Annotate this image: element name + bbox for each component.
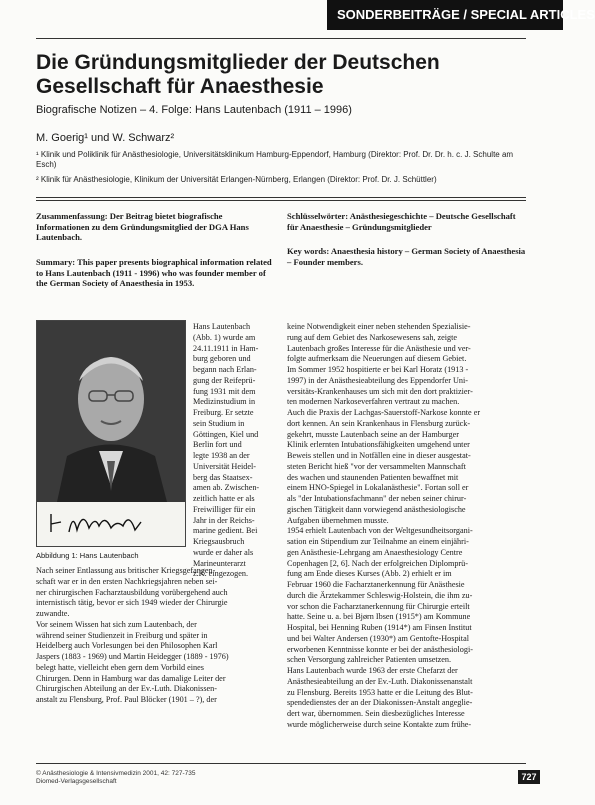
narrow-column-line: Göttingen, Kiel und <box>193 429 259 439</box>
right-column-line: Lautenbach großes Interesse für die Anästhesie und ver- <box>287 343 471 353</box>
narrow-column-line: fung 1931 mit dem <box>193 386 256 396</box>
narrow-column-line: Marineunterarzt <box>193 558 246 568</box>
right-column-line: Copenhagen [2, 6]. Nach der erfolgreichen Diplomprü- <box>287 558 468 568</box>
affiliation-1: ¹ Klinik und Poliklinik für Anästhesiologie, Universitätsklinikum Hamburg-Eppendorf, Hamburg (Direktor: Prof. Dr. Dr. h. c. J. Schulte am Esch) <box>36 150 514 169</box>
narrow-column-line: legte 1938 an der <box>193 451 250 460</box>
right-column-line: 1954 erhielt Lautenbach von der Weltgesundheitsorgani- <box>287 526 473 536</box>
narrow-column-line: marine gedient. Bei <box>193 526 258 536</box>
narrow-column-line: zeitlich hatte er als <box>193 494 255 503</box>
right-column-line: und bei Walter Andersen (1930*) am Gentofte-Hospital <box>287 633 469 643</box>
left-column-line: Jaspers (1883 - 1969) und Martin Heidegger (1889 - 1976) <box>36 652 229 661</box>
left-column-line: Chirurgen. Denn in Hamburg war das damalige Leiter der <box>36 673 226 683</box>
left-column-line: Nach seiner Entlassung aus britischer Kriegsgefangen- <box>36 566 216 575</box>
right-column-line: Anästhesieabteilung an der Ev.-Luth. Diakonissenanstalt <box>287 676 473 686</box>
right-column-line: sation ein Stipendium zur Teilnahme an einem einjähri- <box>287 537 469 546</box>
right-column-line: rung auf dem Gebiet des Narkosewesens sah, zeigte <box>287 332 458 342</box>
body-column-left-narrow <box>193 322 275 580</box>
left-column-line: internistisch tätig, bevor er sich 1949 wieder der Chirurgie <box>36 598 228 608</box>
right-column-line: zu Flensburg. Bereits 1953 hatte er die Leitung des Blut- <box>287 687 473 697</box>
schluesselwoerter: Schlüsselwörter: Anästhesiegeschichte – Deutsche Gesellschaft für Anaesthesie – Gründungsmitglieder <box>287 211 516 232</box>
footer-citation <box>36 770 195 786</box>
body-column-left <box>36 566 275 706</box>
right-column-line: Hans Lautenbach wurde 1963 der erste Chefarzt der <box>287 666 458 675</box>
section-banner: SONDERBEITRÄGE / SPECIAL ARTICLES <box>327 0 563 30</box>
narrow-column-line: wurde er daher als <box>193 547 254 557</box>
zusammenfassung: Zusammenfassung: Der Beitrag bietet biografische Informationen zu dem Gründungsmitglied der DGA Hans Lautenbach. <box>36 211 249 243</box>
right-column-line: erworbenen Kenntnisse konnte er bei der anästhesiologi- <box>287 644 473 654</box>
left-column-line: ner chirurgischen Facharztausbildung vorübergehend auch <box>36 587 228 597</box>
right-column-line: gekehrt, musste Lautenbach seine an der Hamburger <box>287 429 459 439</box>
narrow-column-line: Freiwilliger für ein <box>193 504 256 514</box>
narrow-column-line: Jahr in der Reichs- <box>193 515 255 525</box>
right-column-line: einem HNO-Spiegel in Lokalanästhesie". Fortan soll er <box>287 483 469 493</box>
left-column-line: Heidelberg auch Vorlesungen bei den Philosophen Karl <box>36 641 218 651</box>
narrow-column-line: Freiburg. Er setzte <box>193 408 254 417</box>
right-column-line: schen Versorgung zahlreicher Patienten umsetzen. <box>287 655 452 665</box>
abstract-top-rule <box>36 197 526 198</box>
narrow-column-line: Berlin fort und <box>193 440 242 450</box>
right-column-line: Auch die Praxis der Lachgas-Sauerstoff-Narkose konnte er <box>287 408 481 417</box>
narrow-column-line: Medizinstudium in <box>193 397 256 407</box>
page-number: 727 <box>518 770 540 784</box>
body-column-right <box>287 322 526 731</box>
right-column-line: hatte. Seine u. a. bei Bjørn Ibsen (1915*) am Kommune <box>287 612 471 622</box>
portrait-illustration <box>37 321 185 502</box>
footer-line-2: Diomed-Verlagsgesellschaft <box>36 778 117 785</box>
narrow-column-line: gung der Reifeprü- <box>193 375 256 385</box>
right-column-line: spendedienstes der an der Diakonissen-Anstalt angeglie- <box>287 698 473 708</box>
article-title: Die Gründungsmitglieder der Deutschen Gesellschaft für Anaesthesie <box>36 51 440 98</box>
right-column-line: Klinik erlernten Intubationsfähigkeiten umgehend unter <box>287 440 470 450</box>
right-column-line: Hospital, bei Henning Ruben (1914*) am Finsen Institut <box>287 623 472 632</box>
left-column-line: zuwandte. <box>36 609 70 618</box>
narrow-column-line: berg das Staatsex- <box>193 472 253 482</box>
narrow-column-line: burg geboren und <box>193 354 251 364</box>
left-column-line: anstalt zu Flensburg, Prof. Paul Blöcker (1901 – ?), der <box>36 695 217 704</box>
right-column-line: wurde möglicherweise durch seine Kontakte zum frühe- <box>287 719 472 729</box>
article-subtitle: Biografische Notizen – 4. Folge: Hans Lautenbach (1911 – 1996) <box>36 104 352 116</box>
right-column-line: gen Anästhesie-Lehrgang am Anaesthesiology Centre <box>287 547 463 557</box>
right-column-line: Aufgaben übernehmen musste. <box>287 515 389 525</box>
right-column-line: ten modernen Narkoseverfahren vertraut zu machen. <box>287 397 460 407</box>
right-column-line: durch die Ärztekammer Schleswig-Holstein, die ihm zu- <box>287 590 473 600</box>
footer-rule <box>36 763 526 764</box>
right-column-line: Im Sommer 1952 hospitierte er bei Karl Horatz (1913 - <box>287 365 469 374</box>
right-column-line: als "der Intubationsfachmann" der neben seiner chirur- <box>287 494 467 503</box>
footer-line-1: © Anästhesiologie & Intensivmedizin 2001, 42: 727-735 <box>36 770 196 777</box>
left-column-line: schaft war er in den ersten Nachkriegsjahren neben sei- <box>36 576 218 586</box>
narrow-column-line: Universität Heidel- <box>193 461 256 471</box>
left-column-line: belegt hatte, vielleicht eben gern dem Vorbild eines <box>36 662 204 672</box>
narrow-column-line: Hans Lautenbach <box>193 322 251 331</box>
portrait-photo <box>36 320 186 547</box>
right-column-line: steten Bericht hieß "vor der versammelten Mannschaft <box>287 461 466 471</box>
affiliation-2: ² Klinik für Anästhesiologie, Klinikum der Universität Erlangen-Nürnberg, Erlangen (Direktor: Prof. Dr. J. Schüttler) <box>36 175 437 184</box>
narrow-column-line: sein Studium in <box>193 418 245 428</box>
header-rule <box>36 38 526 39</box>
right-column-line: gischen Tätigkeit dann vorwiegend anästhesiologische <box>287 504 466 514</box>
right-column-line: des wachen und staunenden Patienten bewaffnet mit <box>287 472 459 482</box>
right-column-line: 1997) in der Anästhesieabteilung des Eppendorfer Uni- <box>287 375 468 385</box>
narrow-column-line: 24.11.1911 in Ham- <box>193 343 259 353</box>
narrow-column-line: Kriegsausbruch <box>193 537 245 546</box>
right-column-line: versitäts-Krankenhauses um sich mit den dort praktizier- <box>287 386 473 396</box>
right-column-line: folgte aufmerksam die Neuerungen auf diesem Gebiet. <box>287 354 467 364</box>
narrow-column-line: z.K. eingezogen. <box>193 569 249 579</box>
left-column-line: Chirurgischen Abteilung an der Ev.-Luth. Diakonissen- <box>36 684 217 694</box>
left-column-line: Vor seinem Wissen hat sich zum Lautenbach, der <box>36 619 197 629</box>
right-column-line: Beweis stellen und in Notfällen eine in dieser ausgestat- <box>287 451 471 460</box>
right-column-line: dert war, übernommen. Sein diesbezügliches Interesse <box>287 709 465 718</box>
keywords: Key words: Anaesthesia history – German Society of Anaesthesia – Founder members. <box>287 246 526 267</box>
summary: Summary: This paper presents biographical information related to Hans Lautenbach (1911 - 1996) who was founder member of the German Society of Anaesthesia in 1953. <box>36 257 272 289</box>
signature-area <box>37 502 185 546</box>
right-column-line: vor schon die Facharztanerkennung für Chirurgie erteilt <box>287 601 470 611</box>
narrow-column-line: (Abb. 1) wurde am <box>193 332 256 342</box>
authors: M. Goerig¹ und W. Schwarz² <box>36 132 175 144</box>
signature-graphic <box>37 502 185 546</box>
figure-caption: Abbildung 1: Hans Lautenbach <box>36 551 139 560</box>
right-column-line: Februar 1960 die Facharztanerkennung für Anästhesie <box>287 580 465 589</box>
right-column-line: dort kennen. An sein Krankenhaus in Flensburg zurück- <box>287 418 471 428</box>
abstract-top-rule-2 <box>36 200 526 201</box>
right-column-line: fung am Ende dieses Kurses (Abb. 2) erhielt er im <box>287 569 452 579</box>
narrow-column-line: begann nach Erlan- <box>193 365 257 374</box>
right-column-line: keine Notwendigkeit einer neben stehenden Spezialisie- <box>287 322 471 331</box>
left-column-line: während seiner Studienzeit in Freiburg und später in <box>36 630 208 640</box>
narrow-column-line: amen ab. Zwischen- <box>193 483 260 493</box>
